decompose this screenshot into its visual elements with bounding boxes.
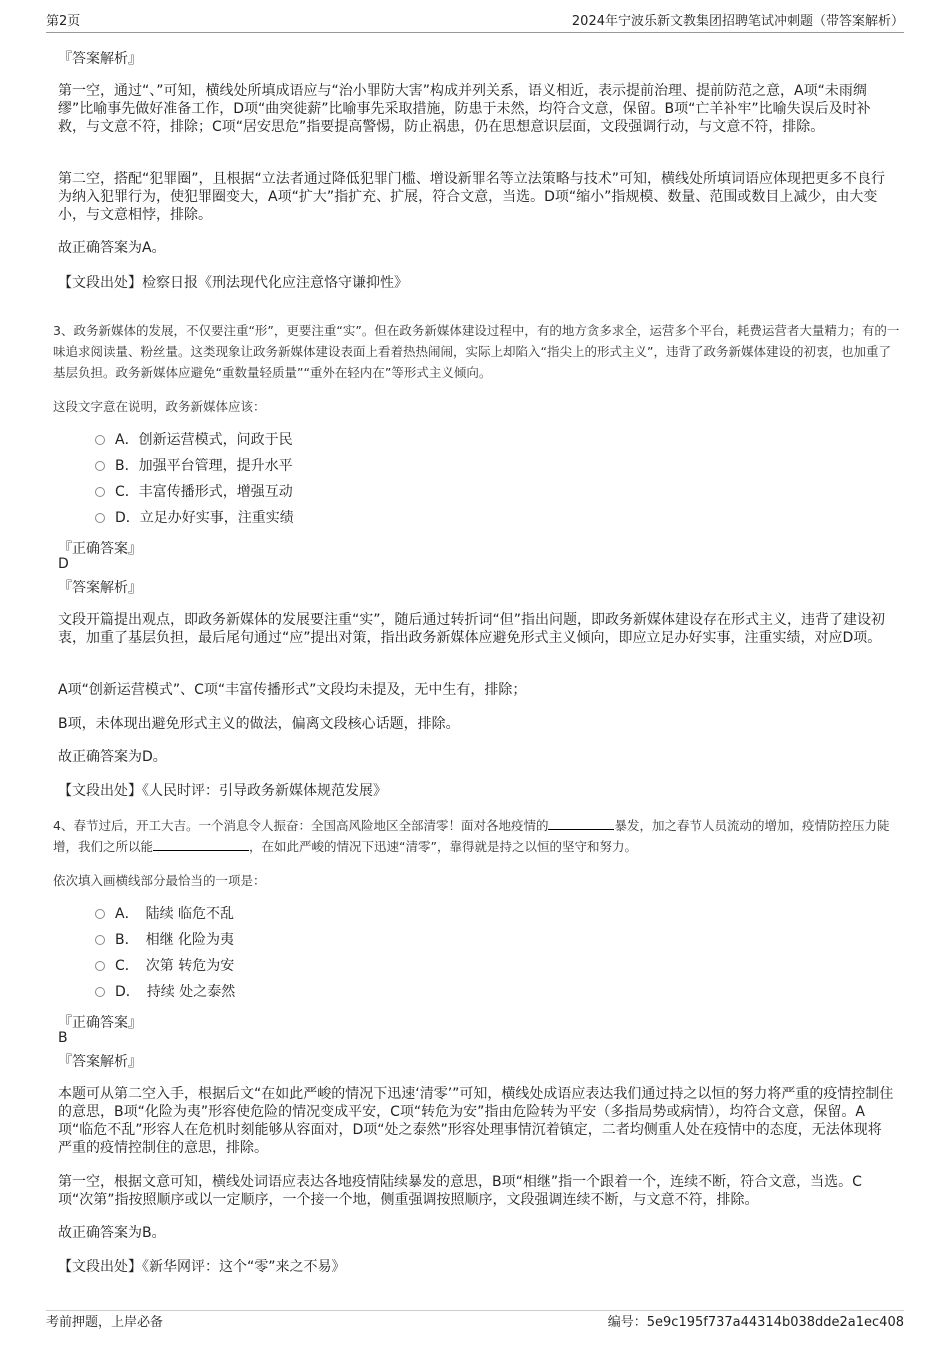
conclusion: 故正确答案为B。 bbox=[58, 1225, 166, 1241]
option-a[interactable] bbox=[95, 905, 234, 923]
stem-text: ，在如此严峻的情况下迅速“清零”，靠得就是持之以恒的坚守和努力。 bbox=[249, 839, 637, 854]
radio-icon[interactable] bbox=[95, 513, 105, 523]
option-c[interactable] bbox=[95, 957, 234, 975]
correct-answer: D bbox=[58, 556, 69, 572]
option-b[interactable] bbox=[95, 457, 293, 475]
option-label: C． 次第 转危为安 bbox=[115, 958, 235, 974]
page-header bbox=[46, 12, 904, 33]
analysis-label: 『答案解析』 bbox=[58, 1054, 142, 1070]
option-label: B． 相继 化险为夷 bbox=[115, 932, 235, 948]
correct-answer: B bbox=[58, 1030, 68, 1046]
analysis-label: 『答案解析』 bbox=[58, 580, 142, 596]
option-c[interactable] bbox=[95, 483, 293, 501]
option-label: A．创新运营模式，问政于民 bbox=[115, 432, 293, 448]
source-citation: 【文段出处】检察日报《刑法现代化应注意恪守谦抑性》 bbox=[58, 275, 408, 291]
stem-text: 暴发，加之春节人员流动的增加，疫情防控压力陡增，我们之所以能 bbox=[53, 818, 890, 854]
analysis-paragraph: B项，未体现出避免形式主义的做法，偏离文段核心话题，排除。 bbox=[58, 716, 460, 732]
analysis-paragraph: 第二空，搭配“犯罪圈”，且根据“立法者通过降低犯罪门槛、增设新罪名等立法策略与技术”可知，横线处所填词语应体现把更多不良行为纳入犯罪行为，使犯罪圈变大，A项“扩大”指扩充、扩展，符合文意，当选。D项“缩小”指规模、数量、范围或数目上减少，由大变小，与文意相悖，排除。 bbox=[58, 171, 886, 223]
option-label: C．丰富传播形式，增强互动 bbox=[115, 484, 293, 500]
option-label: D．立足办好实事，注重实绩 bbox=[115, 510, 294, 526]
radio-icon[interactable] bbox=[95, 935, 105, 945]
fill-blank bbox=[548, 817, 614, 830]
analysis-paragraph: 本题可从第二空入手，根据后文“在如此严峻的情况下迅速‘清零’”可知，横线处成语应表达我们通过持之以恒的努力将严重的疫情控制住的意思，B项“化险为夷”形容使危险的情况变成平安，C项“转危为安”指由危险转为平安（多指局势或病情），均符合文意，保留。A项“临危不乱”形容人在危机时刻能够从容面对，D项“处之泰然”形容处理事情沉着镇定，二者均侧重人处在疫情中的态度，无法体现将严重的疫情控制住的意思，排除。 bbox=[58, 1086, 894, 1156]
radio-icon[interactable] bbox=[95, 987, 105, 997]
option-label: D． 持续 处之泰然 bbox=[115, 984, 236, 1000]
option-a[interactable] bbox=[95, 431, 293, 449]
page-number: 第2页 bbox=[46, 14, 81, 29]
option-d[interactable] bbox=[95, 509, 294, 527]
option-d[interactable] bbox=[95, 983, 235, 1001]
analysis-paragraph: 第一空，根据文意可知，横线处词语应表达各地疫情陆续暴发的意思，B项“相继”指一个跟着一个，连续不断，符合文意，当选。C项“次第”指按照顺序或以一定顺序，一个接一个地，侧重强调按照顺序，文段强调连续不断，与文意不符，排除。 bbox=[58, 1174, 862, 1208]
analysis-paragraph: 第一空，通过“、”可知，横线处所填成语应与“治小罪防大害”构成并列关系，语义相近，表示提前治理、提前防范之意，A项“未雨绸缪”比喻事先做好准备工作，D项“曲突徙薪”比喻事先采取措施，防患于未然，均符合文意，保留。B项“亡羊补牢”比喻失误后及时补救，与文意不符，排除；C项“居安思危”指要提高警惕，防止祸患，仍在思想意识层面，文段强调行动，与文意不符，排除。 bbox=[58, 83, 871, 135]
footer-slogan: 考前押题，上岸必备 bbox=[46, 1315, 164, 1330]
option-label: B．加强平台管理，提升水平 bbox=[115, 458, 293, 474]
radio-icon[interactable] bbox=[95, 487, 105, 497]
document-title: 2024年宁波乐新文教集团招聘笔试冲刺题（带答案解析） bbox=[571, 14, 904, 29]
conclusion: 故正确答案为D。 bbox=[58, 749, 167, 765]
analysis-label: 『答案解析』 bbox=[58, 51, 142, 67]
source-citation: 【文段出处】《人民时评：引导政务新媒体规范发展》 bbox=[58, 783, 387, 799]
fill-blank bbox=[153, 838, 249, 851]
question-stem: 3、政务新媒体的发展，不仅要注重“形”，更要注重“实”。但在政务新媒体建设过程中，有的地方贪多求全，运营多个平台，耗费运营者大量精力；有的一味追求阅读量、粉丝量。这类现象让政务新媒体建设表面上看着热热闹闹，实际上却陷入“指尖上的形式主义”，违背了政务新媒体建设的初衷，也加重了基层负担。政务新媒体应避免“重数量轻质量”“重外在轻内在”等形式主义倾向。 bbox=[53, 323, 900, 380]
conclusion: 故正确答案为A。 bbox=[58, 240, 166, 256]
question-prompt: 依次填入画横线部分最恰当的一项是： bbox=[53, 873, 266, 888]
radio-icon[interactable] bbox=[95, 435, 105, 445]
page-footer bbox=[46, 1313, 904, 1333]
correct-answer-label: 『正确答案』 bbox=[58, 541, 142, 557]
option-b[interactable] bbox=[95, 931, 234, 949]
stem-text: 4、春节过后，开工大吉。一个消息令人振奋：全国高风险地区全部清零！面对各地疫情的 bbox=[53, 818, 549, 833]
question-prompt: 这段文字意在说明，政务新媒体应该： bbox=[53, 399, 266, 414]
analysis-paragraph: 文段开篇提出观点，即政务新媒体的发展要注重“实”，随后通过转折词“但”指出问题，即政务新媒体建设存在形式主义，违背了建设初衷，加重了基层负担，最后尾句通过“应”提出对策，指出政务新媒体应避免形式主义倾向，即应立足办好实事，注重实绩，对应D项。 bbox=[58, 612, 886, 646]
radio-icon[interactable] bbox=[95, 961, 105, 971]
radio-icon[interactable] bbox=[95, 909, 105, 919]
option-label: A． 陆续 临危不乱 bbox=[115, 906, 235, 922]
question-stem bbox=[53, 815, 903, 857]
footer-divider bbox=[46, 1310, 904, 1311]
radio-icon[interactable] bbox=[95, 461, 105, 471]
source-citation: 【文段出处】《新华网评：这个“零”来之不易》 bbox=[58, 1259, 346, 1275]
correct-answer-label: 『正确答案』 bbox=[58, 1015, 142, 1031]
analysis-paragraph: A项“创新运营模式”、C项“丰富传播形式”文段均未提及，无中生有，排除； bbox=[58, 682, 527, 698]
document-id: 编号：5e9c195f737a44314b038dde2a1ec408 bbox=[607, 1315, 904, 1330]
